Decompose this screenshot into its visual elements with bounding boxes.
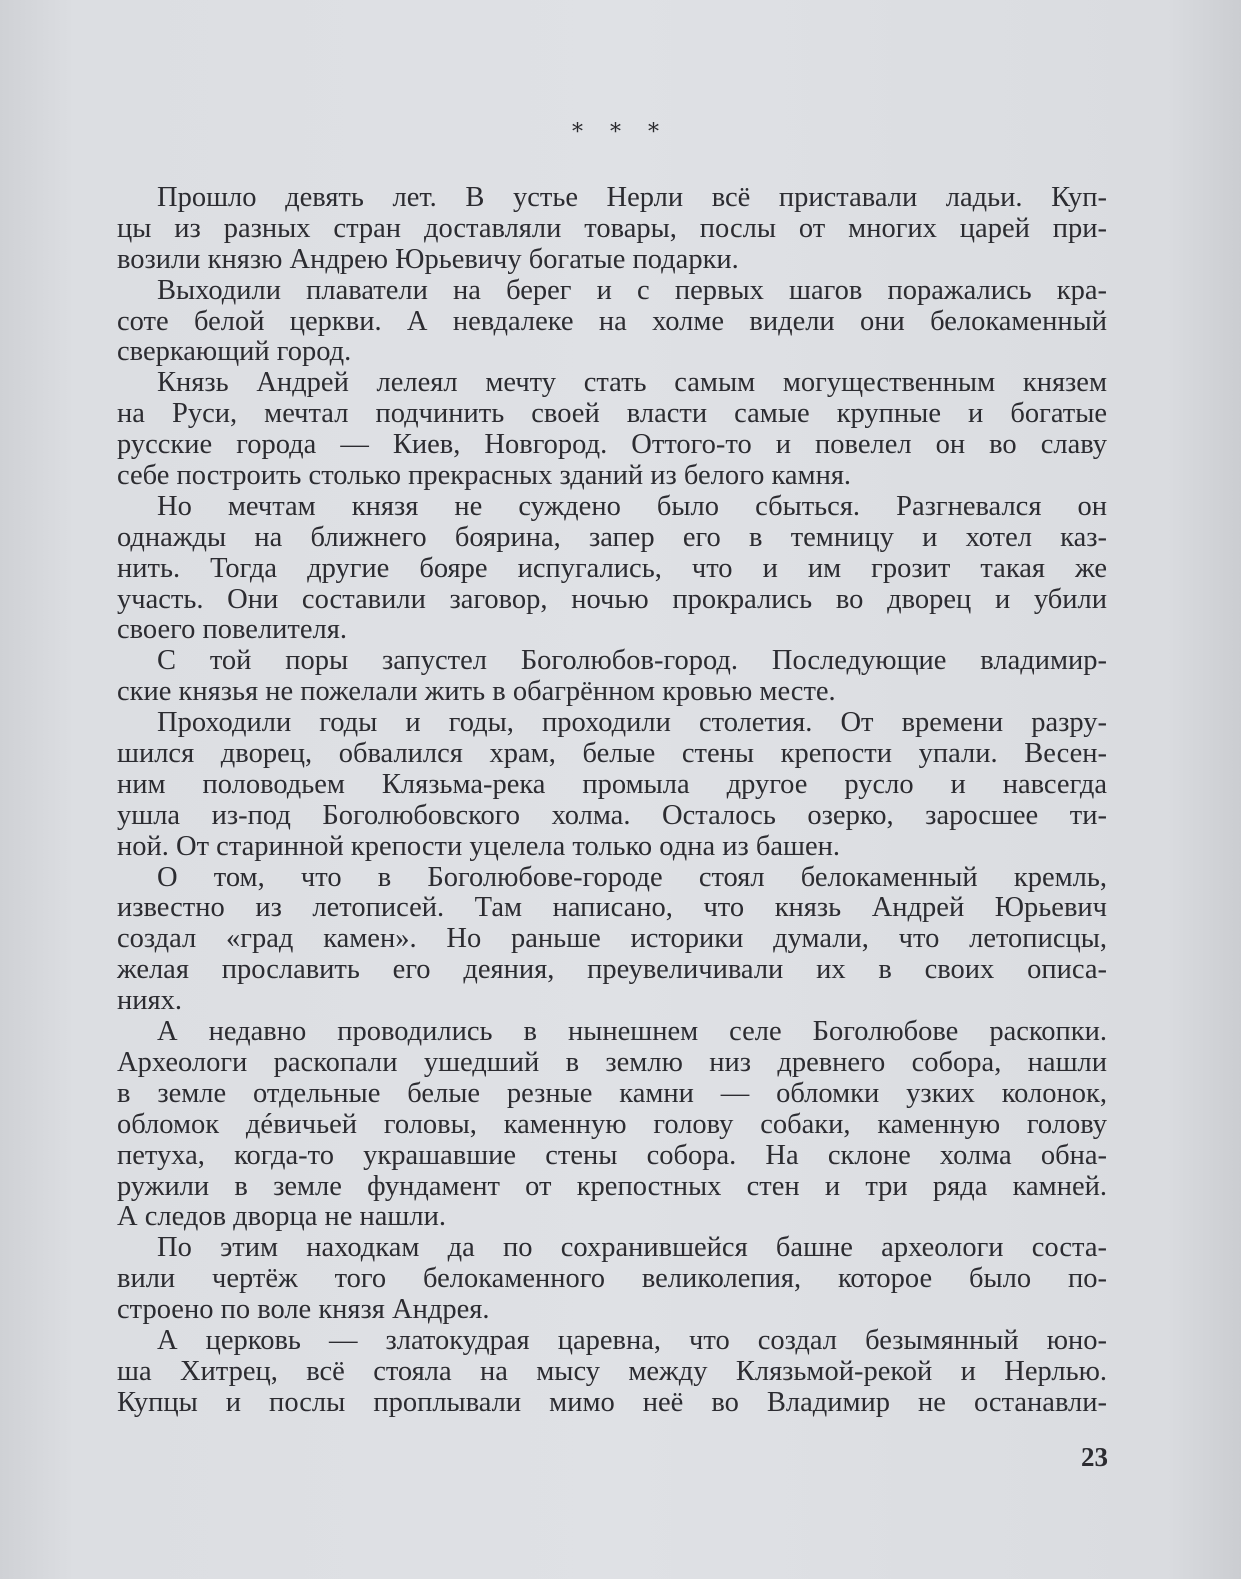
text-line: Выходили плаватели на берег и с первых шагов поражались кра- (157, 274, 1107, 306)
paragraph (117, 1017, 1107, 1233)
text-line: Князь Андрей лелеял мечту стать самым могущественным князем (157, 367, 1107, 399)
text-line: ские князья не пожелали жить в обагрённом кровью месте. (117, 676, 836, 708)
text-line: создал «град камен». Но раньше историки думали, что летописцы, (117, 923, 1107, 955)
text-line: ной. От старинной крепости уцелела только одна из башен. (117, 830, 841, 862)
text-line: Купцы и послы проплывали мимо неё во Владимир не останавли- (117, 1386, 1107, 1418)
text-line: С той поры запустел Боголюбов-город. Последующие владимир- (157, 645, 1107, 677)
text-line: однажды на ближнего боярина, запер его в темницу и хотел каз- (117, 521, 1107, 553)
section-separator: * * * (572, 120, 669, 145)
text-line: ним половодьем Клязьма-река промыла другое русло и навсегда (117, 768, 1107, 800)
text-line: А церковь — златокудрая царевна, что создал безымянный юно- (157, 1324, 1107, 1356)
text-line: возили князю Андрею Юрьевичу богатые подарки. (117, 243, 739, 275)
text-line: в земле отдельные белые резные камни — обломки узких колонок, (117, 1077, 1107, 1109)
text-line: Археологи раскопали ушедший в землю низ древнего собора, нашли (117, 1046, 1107, 1078)
text-line: шился дворец, обвалился храм, белые стены крепости упали. Весен- (117, 738, 1107, 770)
text-line: ниях. (117, 985, 182, 1017)
text-line: участь. Они составили заговор, ночью прокрались во дворец и убили (117, 583, 1107, 615)
text-line: ша Хитрец, всё стояла на мысу между Клязьмой-рекой и Нерлью. (117, 1355, 1107, 1387)
text-line: А недавно проводились в нынешнем селе Боголюбове раскопки. (157, 1016, 1107, 1048)
paragraph (117, 368, 1107, 492)
text-line: вили чертёж того белокаменного великолепия, которое было по- (117, 1263, 1107, 1295)
paragraph (117, 646, 1107, 708)
text-line: Проходили годы и годы, проходили столетия. От времени разру- (157, 707, 1107, 739)
text-line: обломок дéвичьей головы, каменную голову собаки, каменную голову (117, 1108, 1107, 1140)
text-line: русские города — Киев, Новгород. Оттого-то и повелел он во славу (117, 429, 1107, 461)
text-line: Прошло девять лет. В устье Нерли всё приставали ладьи. Куп- (157, 182, 1107, 213)
text-line: известно из летописей. Там написано, что князь Андрей Юрьевич (117, 892, 1107, 924)
text-line: Но мечтам князя не суждено было сбыться. Разгневался он (157, 490, 1107, 522)
text-line: себе построить столько прекрасных зданий из белого камня. (117, 460, 852, 492)
paragraph (117, 1233, 1107, 1326)
text-line: строено по воле князя Андрея. (117, 1294, 490, 1326)
text-line: на Руси, мечтал подчинить своей власти самые крупные и богатые (117, 398, 1107, 430)
text-line: А следов дворца не нашли. (117, 1201, 446, 1233)
text-line: ружили в земле фундамент от крепостных стен и три ряда камней. (117, 1170, 1107, 1202)
text-line: желая прославить его деяния, преувеличивали их в своих описа- (117, 954, 1107, 986)
paragraph (117, 708, 1107, 862)
text-line: По этим находкам да по сохранившейся башне археологи соста- (157, 1232, 1107, 1264)
paragraph (117, 183, 1107, 276)
paragraph (117, 1326, 1107, 1419)
text-line: ушла из-под Боголюбовского холма. Осталось озерко, заросшее ти- (117, 799, 1107, 831)
text-line: нить. Тогда другие бояре испугались, что и им грозит такая же (117, 552, 1107, 584)
text-line: цы из разных стран доставляли товары, послы от многих царей при- (117, 212, 1107, 244)
text-line: соте белой церкви. А невдалеке на холме видели они белокаменный (117, 305, 1107, 337)
paragraph (117, 863, 1107, 1017)
text-line: сверкающий город. (117, 336, 352, 368)
text-line: своего повелителя. (117, 614, 347, 646)
paragraph (117, 276, 1107, 369)
body-text (117, 183, 1107, 1419)
page-number: 23 (1081, 1442, 1108, 1472)
paragraph (117, 492, 1107, 646)
text-line: О том, что в Боголюбове-городе стоял белокаменный кремль, (157, 861, 1107, 893)
text-line: петуха, когда-то украшавшие стены собора. На склоне холма обна- (117, 1139, 1107, 1171)
